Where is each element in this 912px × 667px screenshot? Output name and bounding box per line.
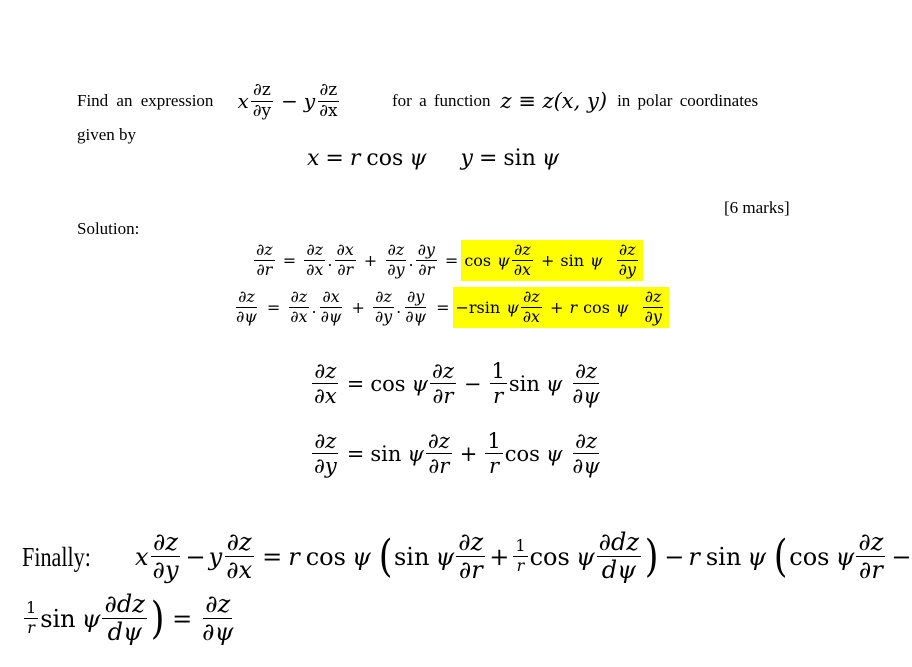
function-definition: z ≡ z(x, y): [500, 89, 608, 113]
final-equation-line-1: x $\frac{\partial z}{\partial y}$ − y $\frac{\partial z}{\partial x}$ = r cos ψ ( sin ψ $\frac{\partial z}{\partial r}$ + $\frac{1}{r}$ cos ψ $\frac{\partial dz}{d\psi}$ ) − r sin ψ ( cos ψ $\frac{\partial z}{\partial r}$ −: [135, 528, 912, 585]
chain-rule-dz-dr: $\frac{\partial z}{\partial r}$ = $\frac{\partial z}{\partial x}$ . $\frac{\partial x}{\partial r}$ + $\frac{\partial z}{\partial y}$ . $\frac{\partial y}{\partial r}$ = cos ψ $\frac{\partial z}{\partial x}$ + sin ψ $\frac{\partial z}{\partial y}$: [252, 240, 643, 281]
final-equation-line-2: $\frac{1}{r}$ sin ψ $\frac{\partial dz}{d\psi}$ ) = $\frac{\partial z}{\partial\psi}$: [26, 590, 234, 647]
problem-intro-text: Find an expression: [77, 91, 214, 110]
final-label: Finally:: [22, 542, 91, 572]
chain-rule-dz-dpsi: $\frac{\partial z}{\partial\psi}$ = $\frac{\partial z}{\partial x}$ . $\frac{\partial x}{\partial\psi}$ + $\frac{\partial z}{\partial y}$ . $\frac{\partial y}{\partial\psi}$ = −rsin ψ $\frac{\partial z}{\partial x}$ + r cos ψ $\frac{\partial z}{\partial y}$: [232, 287, 669, 328]
marks-label: [6 marks]: [724, 198, 790, 217]
problem-line-1: [77, 78, 342, 124]
polar-coordinates-text: in polar coordinates: [617, 91, 759, 110]
for-a-function-text: for a function: [392, 91, 491, 110]
given-by-text: given by: [77, 125, 137, 144]
inverted-dz-dy: $\frac{\partial z}{\partial y}$ = sin ψ $\frac{\partial z}{\partial r}$ + $\frac{1}{r}$ cos ψ $\frac{\partial z}{\partial\psi}$: [314, 429, 600, 479]
highlight-dz-dpsi-result: −rsin ψ $\frac{\partial z}{\partial x}$ + r cos ψ $\frac{\partial z}{\partial y}$: [453, 287, 669, 328]
solution-label: Solution:: [77, 219, 140, 238]
problem-line-1b: [392, 78, 758, 124]
highlight-dz-dr-result: cos ψ $\frac{\partial z}{\partial x}$ + sin ψ $\frac{\partial z}{\partial y}$: [461, 240, 643, 281]
inverted-dz-dx: $\frac{\partial z}{\partial x}$ = cos ψ $\frac{\partial z}{\partial r}$ − $\frac{1}{r}$ sin ψ $\frac{\partial z}{\partial\psi}$: [314, 359, 600, 409]
target-expression: x $\frac{\partial z}{\partial y}$ − y $\frac{\partial z}{\partial x}$: [237, 79, 338, 121]
polar-transform-equations: x = r cos ψ y = sin ψ: [307, 146, 560, 171]
